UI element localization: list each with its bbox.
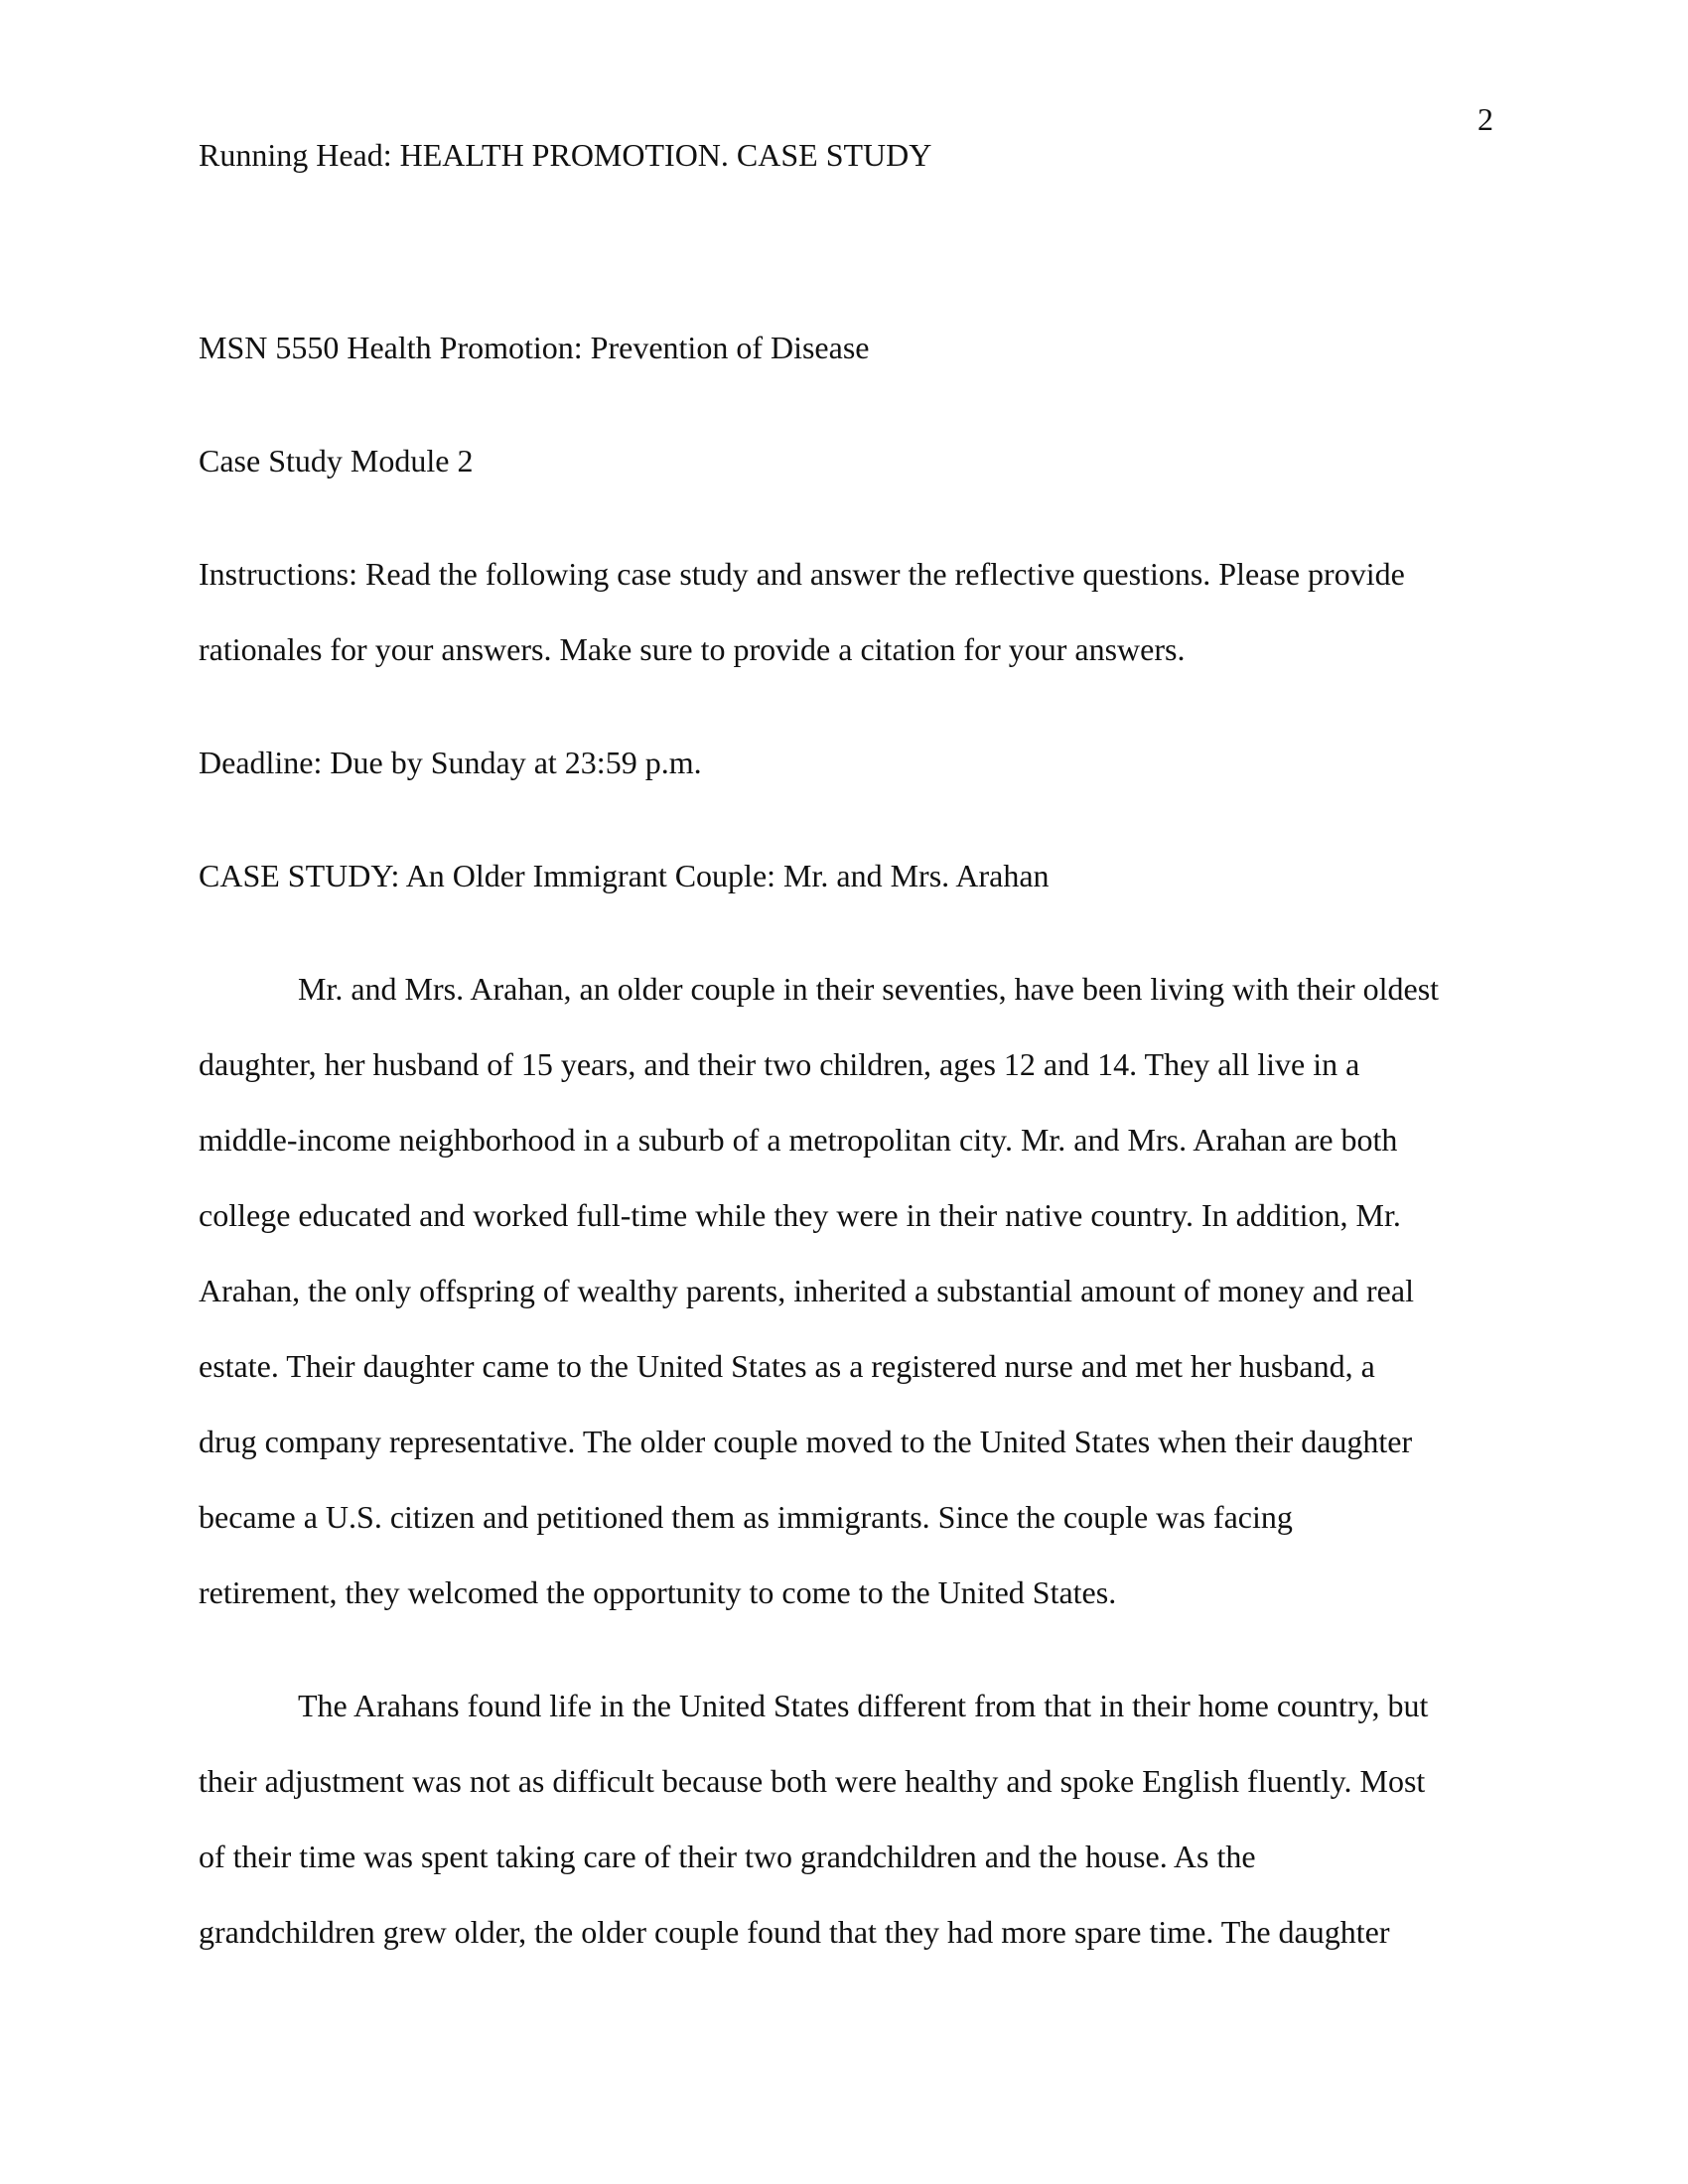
paragraph-line: of their time was spent taking care of their two grandchildren and the house. As the [199, 1839, 1256, 1874]
page-number: 2 [1477, 101, 1493, 137]
case-paragraph-2 [199, 1668, 1489, 1970]
paragraph-line: college educated and worked full-time while they were in their native country. In addition, Mr. [199, 1197, 1401, 1233]
paragraph-line: Arahan, the only offspring of wealthy parents, inherited a substantial amount of money and real [199, 1273, 1414, 1308]
paragraph-line: drug company representative. The older couple moved to the United States when their daughter [199, 1424, 1413, 1459]
paragraph-line: grandchildren grew older, the older couple found that they had more spare time. The daughter [199, 1914, 1390, 1950]
instructions-line: Instructions: Read the following case study and answer the reflective questions. Please provide [199, 556, 1405, 592]
paragraph-line: retirement, they welcomed the opportunity to come to the United States. [199, 1574, 1117, 1610]
module-title: Case Study Module 2 [199, 443, 474, 478]
paragraph-line: middle-income neighborhood in a suburb of a metropolitan city. Mr. and Mrs. Arahan are both [199, 1122, 1398, 1158]
paragraph-line: their adjustment was not as difficult because both were healthy and spoke English fluently. Most [199, 1763, 1426, 1799]
paragraph-line: became a U.S. citizen and petitioned them as immigrants. Since the couple was facing [199, 1499, 1293, 1535]
instructions-paragraph [199, 536, 1489, 687]
paragraph-line: estate. Their daughter came to the United States as a registered nurse and met her husband, a [199, 1348, 1375, 1384]
paragraph-line: Mr. and Mrs. Arahan, an older couple in their seventies, have been living with their oldest [298, 971, 1440, 1007]
case-paragraph-1 [199, 951, 1489, 1630]
paragraph-line: daughter, her husband of 15 years, and their two children, ages 12 and 14. They all live in a [199, 1046, 1360, 1082]
running-head: Running Head: HEALTH PROMOTION. CASE STUDY [199, 137, 932, 173]
course-title: MSN 5550 Health Promotion: Prevention of Disease [199, 330, 870, 365]
deadline-line: Deadline: Due by Sunday at 23:59 p.m. [199, 745, 702, 780]
document-body [199, 310, 1489, 1970]
case-study-title: CASE STUDY: An Older Immigrant Couple: Mr. and Mrs. Arahan [199, 858, 1050, 893]
instructions-line: rationales for your answers. Make sure to provide a citation for your answers. [199, 631, 1186, 667]
paragraph-line: The Arahans found life in the United States different from that in their home country, but [298, 1688, 1429, 1723]
